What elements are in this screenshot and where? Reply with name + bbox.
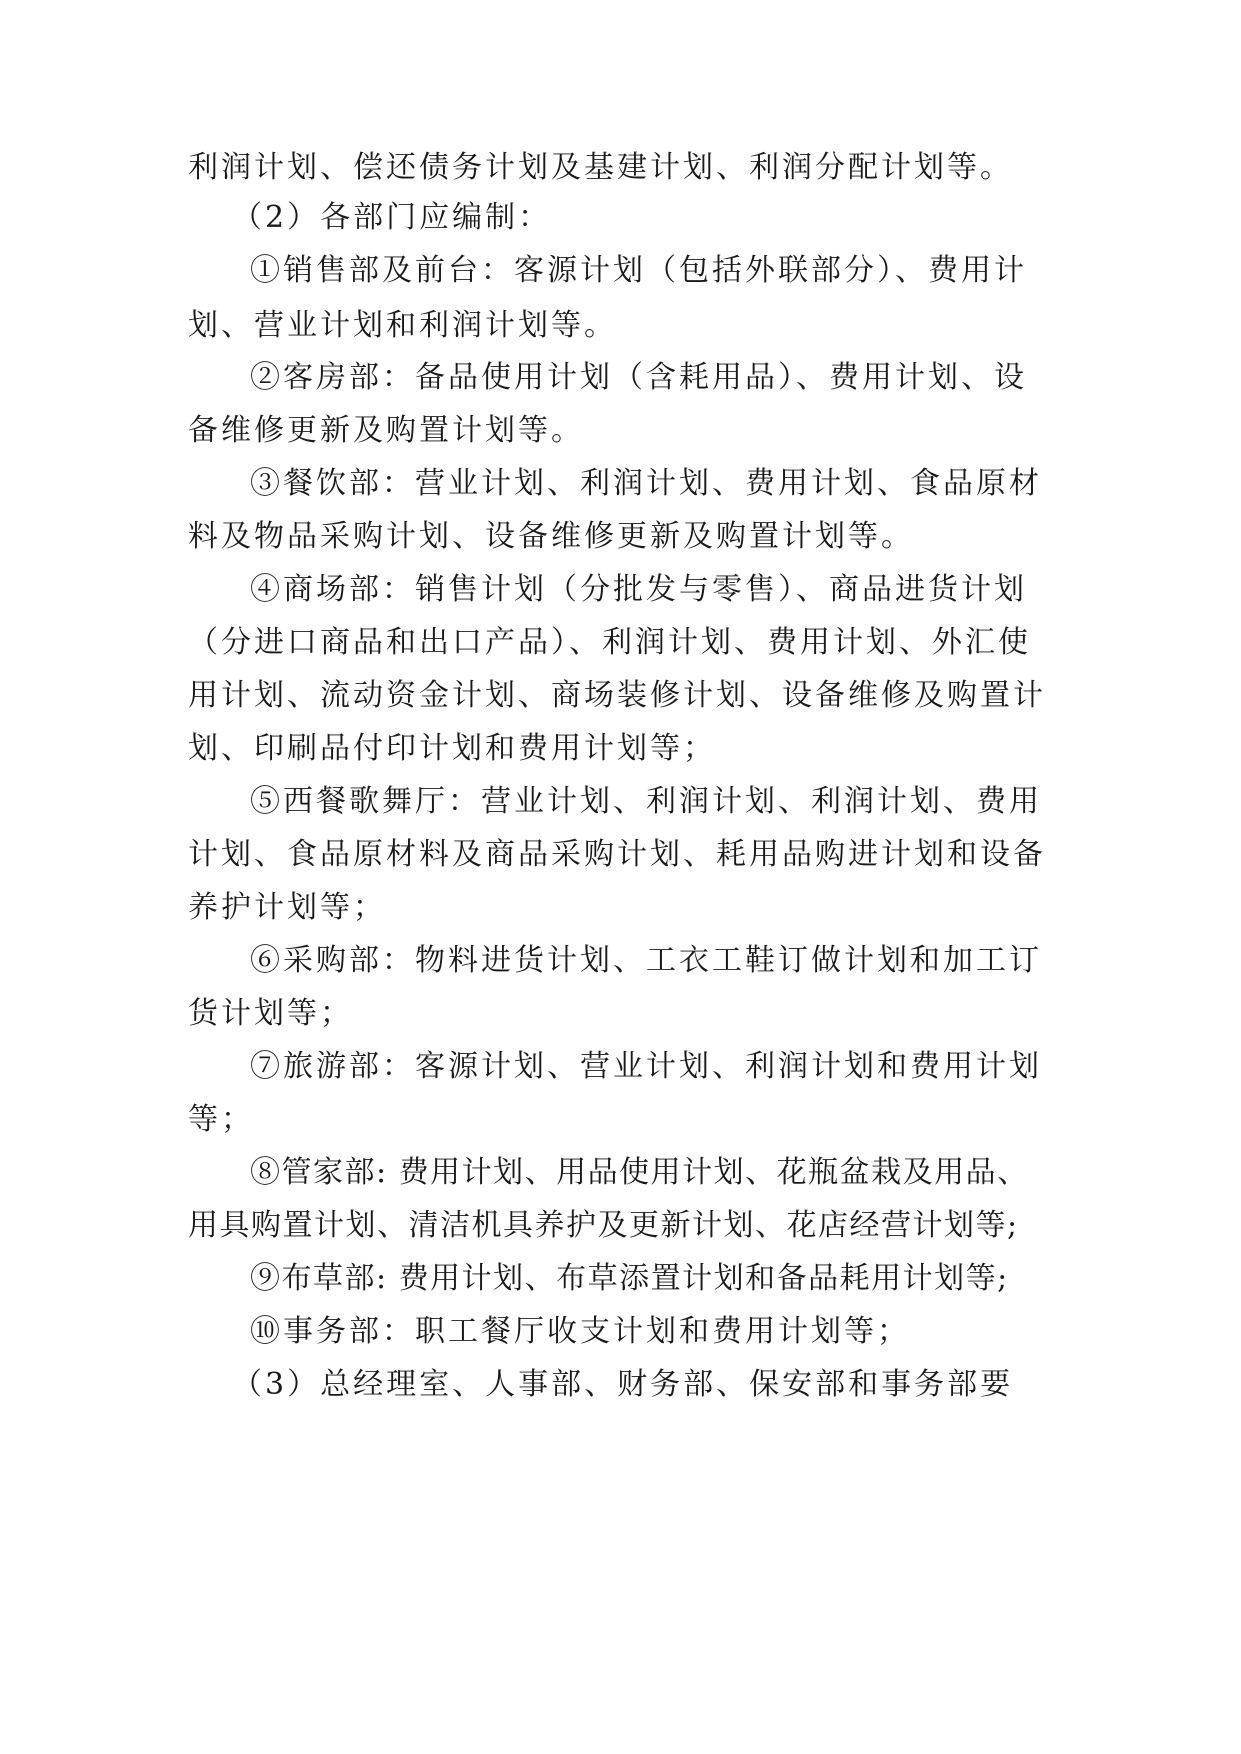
text-line: ⑩事务部：职工餐厅收支计划和费用计划等； [250,1314,910,1349]
text-line: ③餐饮部：营业计划、利润计划、费用计划、食品原材 [250,466,1042,501]
text-line: 划、营业计划和利润计划等。 [188,308,617,343]
text-line: ⑤西餐歌舞厅：营业计划、利润计划、利润计划、费用 [250,784,1042,819]
text-line: （2）各部门应编制： [232,200,552,235]
text-line: 划、印刷品付印计划和费用计划等； [188,731,716,766]
text-line: 等； [188,1102,254,1137]
text-line: ①销售部及前台：客源计划（包括外联部分）、费用计 [250,253,1027,288]
text-line: 用具购置计划、清洁机具养护及更新计划、花店经营计划等; [188,1208,1019,1243]
text-line: 用计划、流动资金计划、商场装修计划、设备维修及购置计 [188,678,1046,713]
text-line: ⑧管家部: 费用计划、用品使用计划、花瓶盆栽及用品、 [250,1155,1029,1190]
text-line: （3）总经理室、人事部、财务部、保安部和事务部要 [232,1367,1014,1402]
text-line: 计划、食品原材料及商品采购计划、耗用品购进计划和设备 [188,837,1046,872]
text-line: 货计划等； [188,996,353,1031]
text-line: ⑦旅游部：客源计划、营业计划、利润计划和费用计划 [250,1049,1042,1084]
text-line: 利润计划、偿还债务计划及基建计划、利润分配计划等。 [188,150,1013,185]
text-line: ④商场部：销售计划（分批发与零售）、商品进货计划 [250,572,1027,607]
text-line: ②客房部：备品使用计划（含耗用品）、费用计划、设 [250,360,1027,395]
text-line: 备维修更新及购置计划等。 [188,413,584,448]
text-line: ⑨布草部: 费用计划、布草添置计划和备品耗用计划等; [250,1261,1009,1296]
text-line: （分进口商品和出口产品）、利润计划、费用计划、外汇使 [188,625,1031,660]
text-line: 养护计划等； [188,890,386,925]
text-line: 料及物品采购计划、设备维修更新及购置计划等。 [188,519,914,554]
text-line: ⑥采购部：物料进货计划、工衣工鞋订做计划和加工订 [250,943,1042,978]
